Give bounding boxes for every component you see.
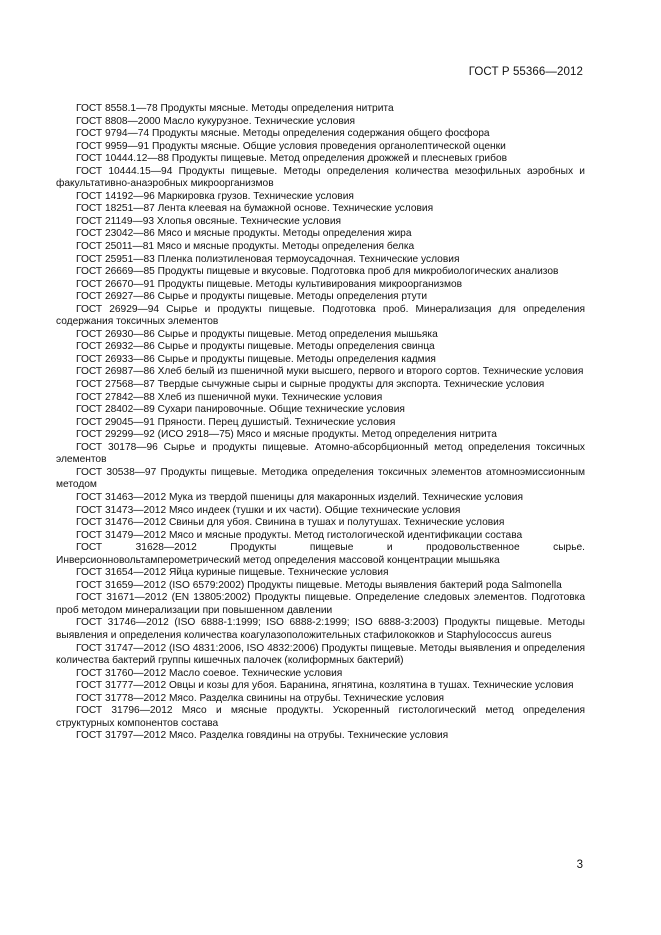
normative-references-list (56, 103, 585, 743)
reference-item: ГОСТ 31777—2012 Овцы и козы для убоя. Баранина, ягнятина, козлятина в тушах. Технические условия (76, 680, 574, 692)
reference-item: ГОСТ 10444.12—88 Продукты пищевые. Метод определения дрожжей и плесневых грибов (76, 153, 508, 165)
reference-item: ГОСТ 27842—88 Хлеб из пшеничной муки. Технические условия (76, 391, 383, 403)
reference-item: ГОСТ 23042—86 Мясо и мясные продукты. Методы определения жира (76, 228, 412, 240)
reference-item: ГОСТ 31746—2012 (ISO 6888-1:1999; ISO 6888-2:1999; ISO 6888-3:2003) Продукты пищевые. Методы выявления и определения количества коагулазоположительных стафилококков и Staphylococcus aureus (56, 617, 585, 641)
reference-item: ГОСТ 30538—97 Продукты пищевые. Методика определения токсичных элементов атомноэмиссионным методом (56, 466, 585, 491)
reference-item: ГОСТ 31796—2012 Мясо и мясные продукты. Ускоренный гистологический метод определения структурных компонентов состава (56, 705, 585, 729)
reference-item: ГОСТ 26930—86 Сырье и продукты пищевые. Метод определения мышьяка (76, 328, 438, 340)
reference-item: ГОСТ 31778—2012 Мясо. Разделка свинины на отрубы. Технические условия (76, 692, 445, 704)
reference-item: ГОСТ 29299—92 (ИСО 2918—75) Мясо и мясные продукты. Метод определения нитрита (76, 429, 497, 441)
reference-item: ГОСТ 9794—74 Продукты мясные. Методы определения содержания общего фосфора (76, 128, 490, 140)
reference-item: ГОСТ 31671—2012 (EN 13805:2002) Продукты пищевые. Определение следовых элементов. Подготовка проб методом минерализации при повышенном давлении (56, 592, 585, 616)
reference-item: ГОСТ 31747—2012 (ISO 4831:2006, ISO 4832:2006) Продукты пищевые. Методы выявления и определения количества бактерий группы кишечных палочек (колиформных бактерий) (56, 642, 585, 667)
reference-item: ГОСТ 14192—96 Маркировка грузов. Технические условия (76, 190, 354, 202)
reference-item: ГОСТ 30178—96 Сырье и продукты пищевые. Атомно-абсорбционный метод определения токсичных элементов (56, 441, 585, 466)
reference-item: ГОСТ 31659—2012 (ISO 6579:2002) Продукты пищевые. Методы выявления бактерий рода Salmonella (76, 579, 562, 591)
reference-item: ГОСТ 25011—81 Мясо и мясные продукты. Методы определения белка (76, 241, 415, 253)
reference-item: ГОСТ 31797—2012 Мясо. Разделка говядины на отрубы. Технические условия (76, 730, 449, 742)
reference-item: ГОСТ 31628—2012 Продукты пищевые и продовольственное сырье. Инверсионновольтамперометрический метод определения массовой концентрации мышьяка (56, 542, 585, 566)
reference-item: ГОСТ 8558.1—78 Продукты мясные. Методы определения нитрита (76, 103, 394, 114)
reference-item: ГОСТ 28402—89 Сухари панировочные. Общие технические условия (76, 404, 405, 416)
document-code: ГОСТ Р 55366—2012 (468, 66, 583, 78)
reference-item: ГОСТ 29045—91 Пряности. Перец душистый. Технические условия (76, 416, 396, 428)
reference-item: ГОСТ 26987—86 Хлеб белый из пшеничной муки высшего, первого и второго сортов. Технические условия (76, 366, 584, 378)
reference-item: ГОСТ 26669—85 Продукты пищевые и вкусовые. Подготовка проб для микробиологических анализов (76, 266, 559, 278)
reference-item: ГОСТ 26670—91 Продукты пищевые. Методы культивирования микроорганизмов (76, 278, 463, 290)
reference-item: ГОСТ 21149—93 Хлопья овсяные. Технические условия (76, 215, 342, 227)
reference-item: ГОСТ 26932—86 Сырье и продукты пищевые. Методы определения свинца (76, 341, 435, 353)
reference-item: ГОСТ 25951—83 Пленка полиэтиленовая термоусадочная. Технические условия (76, 253, 460, 265)
reference-item: ГОСТ 18251—87 Лента клеевая на бумажной основе. Технические условия (76, 203, 434, 215)
reference-item: ГОСТ 31463—2012 Мука из твердой пшеницы для макаронных изделий. Технические условия (76, 491, 523, 503)
reference-item: ГОСТ 9959—91 Продукты мясные. Общие условия проведения органолептической оценки (76, 140, 506, 152)
reference-item: ГОСТ 26929—94 Сырье и продукты пищевые. Подготовка проб. Минерализация для определения содержания токсичных элементов (56, 303, 585, 328)
reference-item: ГОСТ 31760—2012 Масло соевое. Технические условия (76, 667, 343, 679)
page-number: 3 (576, 859, 583, 871)
reference-item: ГОСТ 27568—87 Твердые сычужные сыры и сырные продукты для экспорта. Технические условия (76, 379, 545, 391)
reference-item: ГОСТ 31479—2012 Мясо и мясные продукты. Метод гистологической идентификации состава (76, 529, 523, 541)
reference-item: ГОСТ 31473—2012 Мясо индеек (тушки и их части). Общие технические условия (76, 504, 461, 516)
reference-item: ГОСТ 8808—2000 Масло кукурузное. Технические условия (76, 115, 355, 127)
reference-item: ГОСТ 10444.15—94 Продукты пищевые. Методы определения количества мезофильных аэробных и факультативно-анаэробных микроорганизмов (56, 165, 585, 190)
reference-item: ГОСТ 26933—86 Сырье и продукты пищевые. Методы определения кадмия (76, 353, 436, 365)
reference-item: ГОСТ 31654—2012 Яйца куриные пищевые. Технические условия (76, 567, 389, 579)
reference-item: ГОСТ 26927—86 Сырье и продукты пищевые. Методы определения ртути (76, 291, 428, 303)
reference-item: ГОСТ 31476—2012 Свиньи для убоя. Свинина в тушах и полутушах. Технические условия (76, 517, 505, 529)
